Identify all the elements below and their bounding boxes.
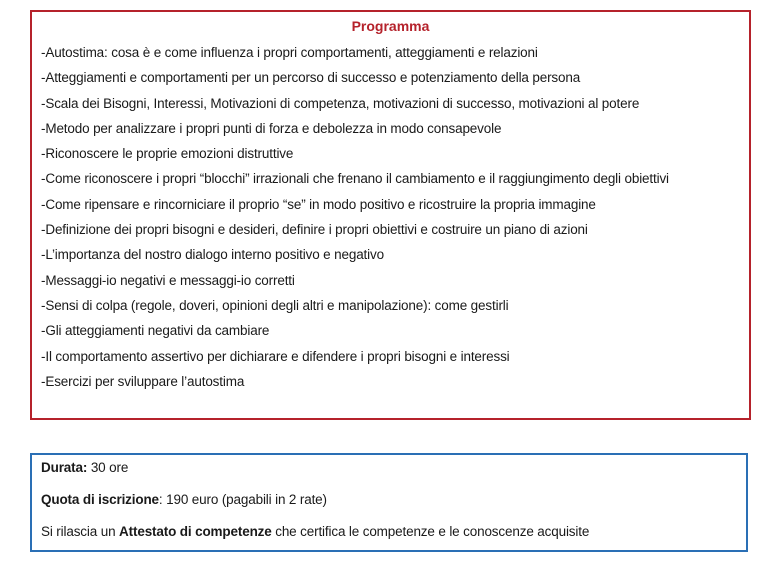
program-item: -Messaggi-io negativi e messaggi-io corretti <box>41 272 295 288</box>
certificate-prefix: Si rilascia un <box>41 524 120 539</box>
certificate-suffix: che certifica le competenze e le conoscenze acquisite <box>271 524 590 539</box>
program-item: -Scala dei Bisogni, Interessi, Motivazioni di competenza, motivazioni di successo, motivazioni al potere <box>41 95 640 111</box>
program-item: -Come riconoscere i propri “blocchi” irrazionali che frenano il cambiamento e il raggiungimento degli obiettivi <box>41 171 669 187</box>
program-item: -Autostima: cosa è e come influenza i propri comportamenti, atteggiamenti e relazioni <box>41 45 538 60</box>
duration-line <box>41 460 128 475</box>
program-title: Programma <box>351 18 430 34</box>
program-item: -Metodo per analizzare i propri punti di forza e debolezza in modo consapevole <box>41 120 502 136</box>
program-item: -Riconoscere le proprie emozioni distruttive <box>41 146 294 162</box>
program-item: -Sensi di colpa (regole, doveri, opinioni degli altri e manipolazione): come gestirli <box>41 297 509 313</box>
program-item: -Definizione dei propri bisogni e desideri, definire i propri obiettivi e costruire un piano di azioni <box>41 222 588 238</box>
program-item: -Atteggiamenti e comportamenti per un percorso di successo e potenziamento della persona <box>41 70 581 86</box>
info-box <box>30 453 748 552</box>
fee-value: : 190 euro (pagabili in 2 rate) <box>158 492 327 507</box>
program-item: -Esercizi per sviluppare l’autostima <box>41 373 245 389</box>
program-box <box>30 10 751 420</box>
duration-value: 30 ore <box>87 460 129 475</box>
program-item: -L’importanza del nostro dialogo interno positivo e negativo <box>41 247 384 263</box>
certificate-line <box>41 524 589 539</box>
duration-label: Durata: <box>41 460 88 475</box>
program-item: -Il comportamento assertivo per dichiarare e difendere i propri bisogni e interessi <box>41 348 510 364</box>
program-item: -Come ripensare e rincorniciare il proprio “se” in modo positivo e ricostruire la propria immagine <box>41 196 596 212</box>
fee-label: Quota di iscrizione <box>41 492 159 507</box>
program-list <box>41 43 669 397</box>
fee-line <box>41 492 327 507</box>
certificate-name: Attestato di competenze <box>119 524 272 539</box>
program-item: -Gli atteggiamenti negativi da cambiare <box>41 323 270 339</box>
